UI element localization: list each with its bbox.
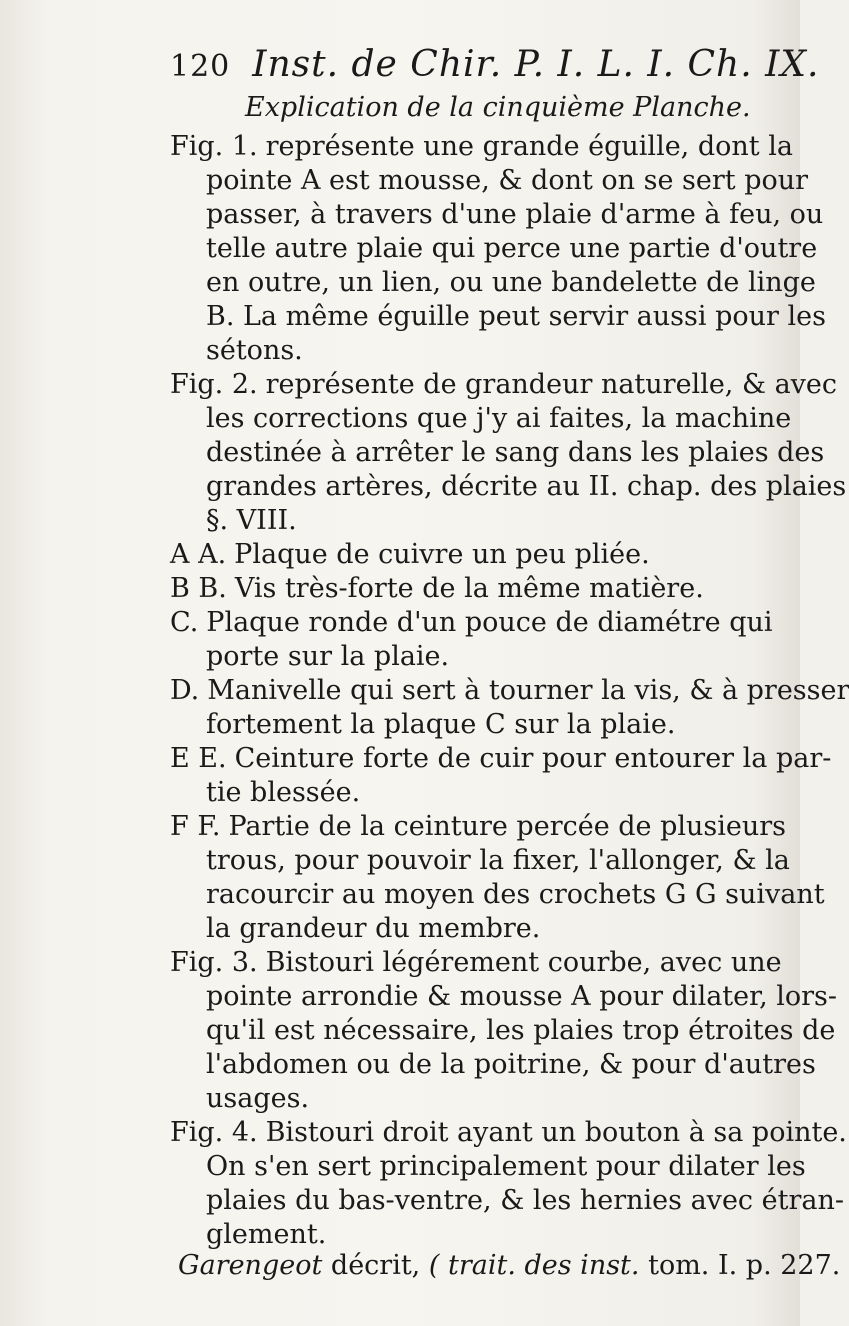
- entry-line: [170, 1014, 836, 1048]
- entry-text: telle autre plaie qui perce une partie d'outre: [206, 233, 818, 264]
- entry-text: Plaque ronde d'un pouce de diamétre qui: [206, 607, 773, 638]
- entry-label: E E.: [170, 743, 227, 774]
- entry-line: [170, 572, 770, 606]
- entry-line: [170, 1150, 806, 1184]
- figure-entry: [170, 810, 825, 946]
- entry-line: [170, 1048, 816, 1082]
- entry-text: pointe arrondie & mousse A pour dilater, lors-: [206, 981, 838, 1012]
- figure-entry: [170, 572, 770, 606]
- entry-text: Bistouri droit ayant un bouton à sa pointe.: [265, 1117, 847, 1148]
- entry-line: [170, 1082, 770, 1116]
- entry-label: F F.: [170, 811, 221, 842]
- entry-label: D.: [170, 675, 200, 706]
- footer-source: ( trait. des inst.: [428, 1250, 640, 1281]
- entry-line: [170, 130, 793, 164]
- entry-text: Vis très-forte de la même matière.: [234, 573, 704, 604]
- figure-entry: [170, 674, 849, 742]
- entry-text: Partie de la ceinture percée de plusieurs: [228, 811, 787, 842]
- entry-text: représente de grandeur naturelle, & avec: [265, 369, 838, 400]
- entry-text: grandes artères, décrite au II. chap. des plaies: [206, 471, 847, 502]
- entry-text: On s'en sert principalement pour dilater les: [206, 1151, 806, 1182]
- entry-line: [170, 232, 818, 266]
- entry-line: [170, 334, 770, 368]
- entry-line: [170, 1218, 770, 1252]
- figure-entry: [170, 606, 773, 674]
- section-subtitle: Explication de la cinquième Planche.: [245, 92, 751, 123]
- figure-entry: [170, 538, 770, 572]
- entry-label: Fig. 2.: [170, 369, 258, 400]
- figure-entry: [170, 130, 826, 368]
- entry-text: Manivelle qui sert à tourner la vis, & à presser: [207, 675, 849, 706]
- footer-author: Garengeot: [178, 1250, 323, 1281]
- catchword-line: [178, 1248, 841, 1284]
- running-title: Inst. de Chir. P. I. L. I. Ch. IX.: [252, 44, 820, 85]
- entry-label: Fig. 3.: [170, 947, 258, 978]
- entry-text: usages.: [206, 1083, 310, 1114]
- entry-line: [170, 402, 792, 436]
- entry-line: [170, 368, 838, 402]
- entry-line: [170, 538, 770, 572]
- entry-label: C.: [170, 607, 199, 638]
- entry-text: Ceinture forte de cuir pour entourer la par-: [234, 743, 832, 774]
- entry-text: tie blessée.: [206, 777, 361, 808]
- figure-entry: [170, 1116, 847, 1252]
- entry-text: plaies du bas-ventre, & les hernies avec étran-: [206, 1185, 844, 1216]
- entry-line: [170, 776, 770, 810]
- entry-line: [170, 708, 770, 742]
- entry-line: [170, 742, 832, 776]
- entry-line: [170, 912, 770, 946]
- entry-line: [170, 470, 847, 504]
- entry-text: Bistouri légérement courbe, avec une: [265, 947, 782, 978]
- entry-text: les corrections que j'y ai faites, la machine: [206, 403, 792, 434]
- figure-entry: [170, 742, 832, 810]
- entry-text: Plaque de cuivre un peu pliée.: [234, 539, 650, 570]
- entry-line: [170, 198, 824, 232]
- entry-line: [170, 504, 770, 538]
- entry-line: [170, 878, 825, 912]
- footer-ref: tom. I. p. 227.: [648, 1250, 841, 1281]
- entry-label: B B.: [170, 573, 227, 604]
- entry-text: porte sur la plaie.: [206, 641, 450, 672]
- entry-text: la grandeur du membre.: [206, 913, 541, 944]
- entry-text: racourcir au moyen des crochets G G suivant: [206, 879, 825, 910]
- running-header: [170, 44, 820, 85]
- entry-text: destinée à arrêter le sang dans les plaies des: [206, 437, 825, 468]
- entry-line: [170, 1184, 844, 1218]
- entry-text: pointe A est mousse, & dont on se sert pour: [206, 165, 809, 196]
- entry-line: [170, 674, 849, 708]
- entry-label: A A.: [170, 539, 227, 570]
- entry-text: trous, pour pouvoir la fixer, l'allonger, & la: [206, 845, 790, 876]
- entry-line: [170, 266, 816, 300]
- entry-text: fortement la plaque C sur la plaie.: [206, 709, 676, 740]
- entry-line: [170, 164, 809, 198]
- footer-verb: décrit,: [330, 1250, 421, 1281]
- entry-line: [170, 640, 770, 674]
- figure-entry: [170, 368, 847, 538]
- entry-line: [170, 946, 782, 980]
- entry-line: [170, 300, 826, 334]
- entry-line: [170, 810, 787, 844]
- page-number: 120: [170, 49, 231, 84]
- entry-text: B. La même éguille peut servir aussi pour les: [206, 301, 826, 332]
- entry-text: §. VIII.: [206, 505, 297, 536]
- entry-label: Fig. 4.: [170, 1117, 258, 1148]
- entry-line: [170, 980, 838, 1014]
- entry-line: [170, 436, 825, 470]
- entry-line: [170, 1116, 847, 1150]
- entry-text: glement.: [206, 1219, 327, 1250]
- figure-entry: [170, 946, 838, 1116]
- entry-label: Fig. 1.: [170, 131, 258, 162]
- entry-text: l'abdomen ou de la poitrine, & pour d'autres: [206, 1049, 816, 1080]
- entry-text: en outre, un lien, ou une bandelette de linge: [206, 267, 816, 298]
- entry-text: qu'il est nécessaire, les plaies trop étroites de: [206, 1015, 836, 1046]
- entry-line: [170, 606, 773, 640]
- entry-line: [170, 844, 790, 878]
- figure-explanations: [170, 130, 849, 1252]
- entry-text: passer, à travers d'une plaie d'arme à feu, ou: [206, 199, 824, 230]
- entry-text: représente une grande éguille, dont la: [265, 131, 793, 162]
- entry-text: sétons.: [206, 335, 303, 366]
